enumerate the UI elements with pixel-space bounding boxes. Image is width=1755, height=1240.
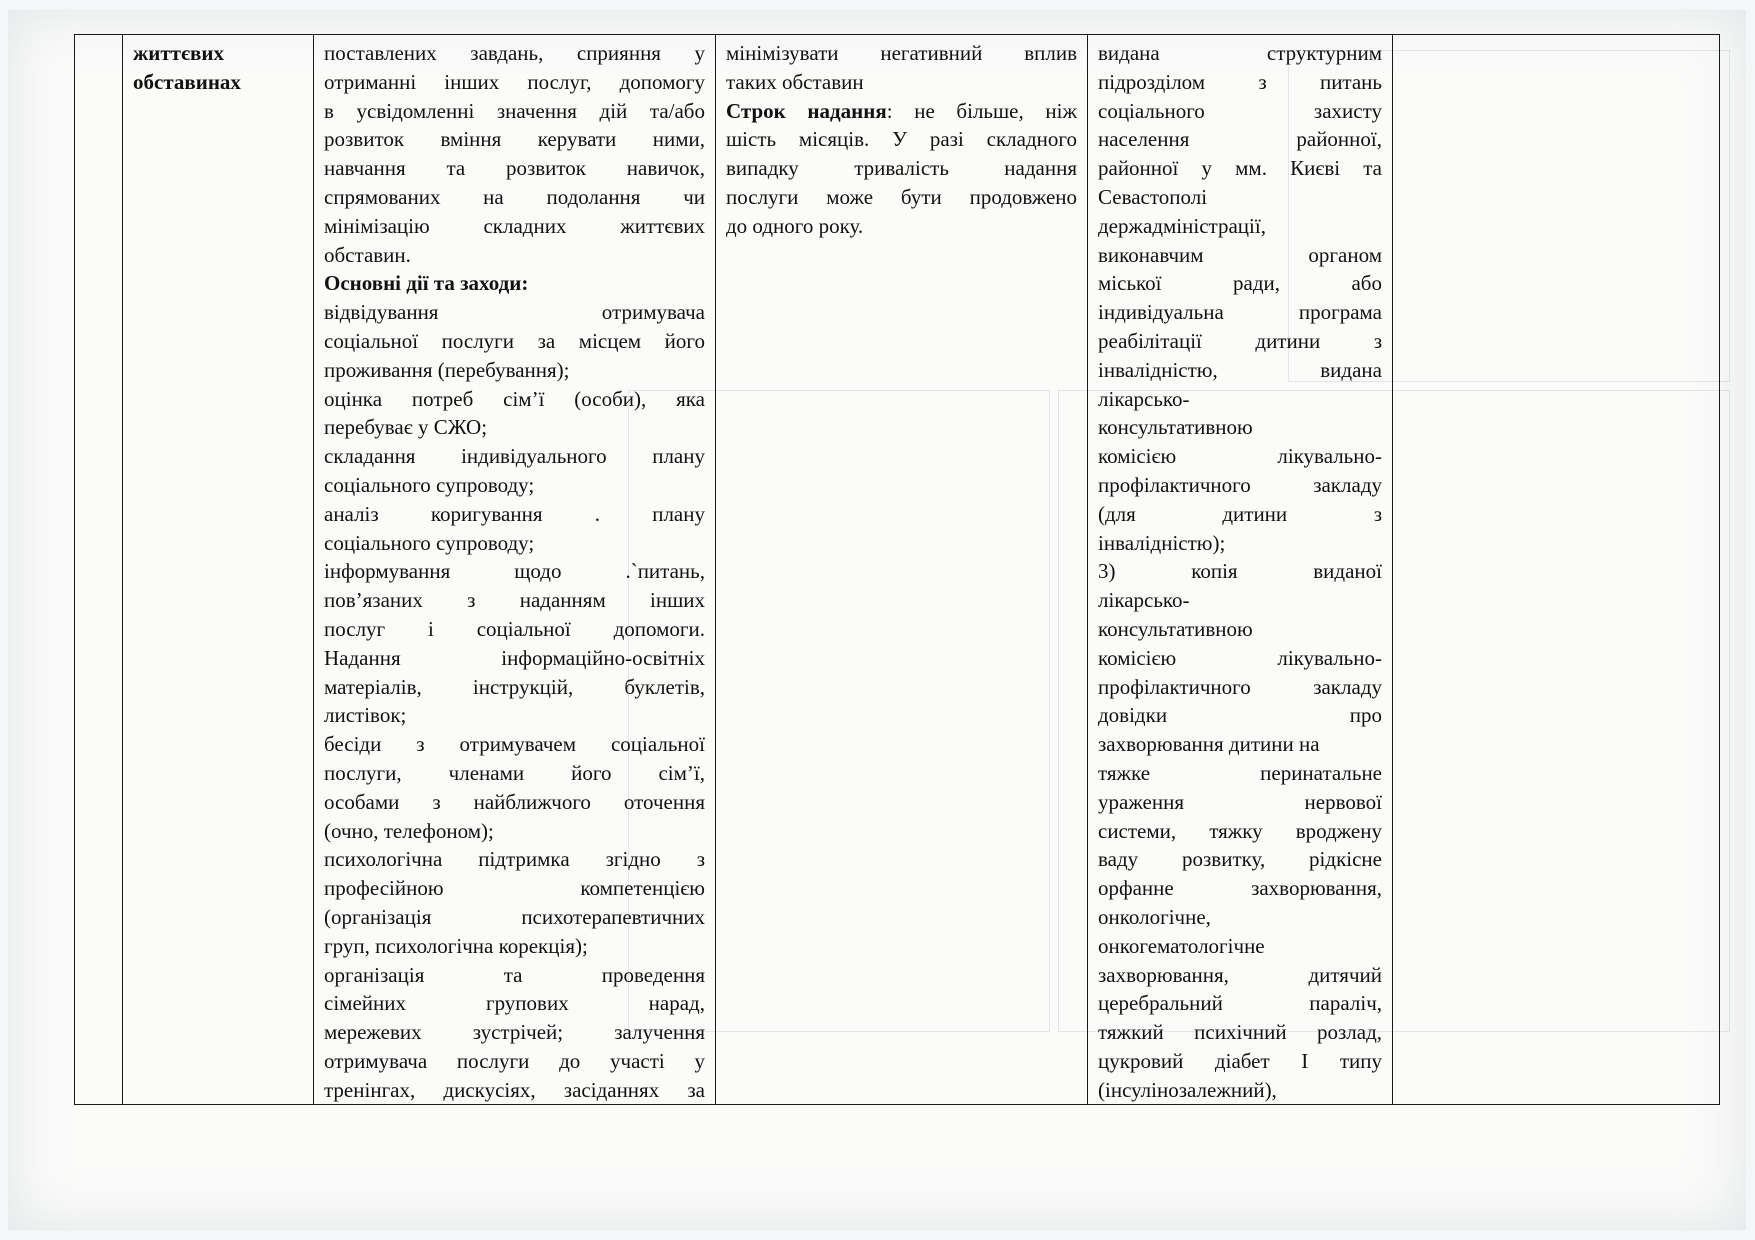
content-line: оцінка потреб сім’ї (особи), яка	[324, 386, 705, 411]
content-line: бесіди з отримувачем соціальної	[324, 732, 705, 757]
content-line: захворювання дитини на	[1098, 732, 1320, 757]
content-line: комісією лікувально-	[1098, 645, 1382, 670]
content-line: профілактичного закладу	[1098, 674, 1382, 699]
content-line: сімейних групових нарад,	[324, 991, 705, 1016]
cell-service-name	[123, 35, 314, 1105]
content-line: онкогематологічне	[1098, 933, 1265, 958]
content-line: мережевих зустрічей; залучення	[324, 1020, 705, 1045]
content-line: тренінгах, дискусіях, засіданнях за	[324, 1077, 705, 1102]
content-line: населення районної,	[1098, 127, 1382, 152]
content-line: індивідуальна програма	[1098, 300, 1382, 325]
content-line: соціальної послуги за місцем його	[324, 328, 705, 353]
content-line: (очно, телефоном);	[324, 818, 494, 843]
content-line: підрозділом з питань	[1098, 69, 1382, 94]
content-line: тяжке перинатальне	[1098, 760, 1382, 785]
content-line: захворювання, дитячий	[1098, 962, 1382, 987]
content-line: обставин.	[324, 242, 411, 267]
content-line: інформування щодо .`питань,	[324, 559, 705, 584]
content-line: аналіз коригування . плану	[324, 501, 705, 526]
content-line: організація та проведення	[324, 962, 705, 987]
cell-documents	[1088, 35, 1393, 1105]
content-line: розвиток вміння керувати ними,	[324, 127, 705, 152]
content-line: тяжкий психічний розлад,	[1098, 1020, 1382, 1045]
content-line: соціального супроводу;	[324, 472, 535, 497]
content-line: послуги, членами його сім’ї,	[324, 760, 705, 785]
actions-heading: Основні дії та заходи:	[324, 271, 529, 296]
content-line: складання індивідуального плану	[324, 444, 705, 469]
content-line: до одного року.	[726, 213, 864, 238]
content-line: реабілітації дитини з	[1098, 328, 1382, 353]
content-line: (інсулінозалежний),	[1098, 1077, 1277, 1102]
term-label: Строк надання	[726, 98, 887, 123]
content-line: (для дитини з	[1098, 501, 1382, 526]
content-line: ваду розвитку, рідкісне	[1098, 847, 1382, 872]
content-line: орфанне захворювання,	[1098, 876, 1382, 901]
content-line: видана структурним	[1098, 41, 1382, 65]
content-line: лікарсько-	[1098, 386, 1190, 411]
service-name-line: обставинах	[133, 69, 241, 94]
content-line: мінімізувати негативний вплив	[726, 41, 1077, 65]
content-line: цукровий діабет І типу	[1098, 1048, 1382, 1073]
content-line: 3) копія виданої	[1098, 559, 1382, 584]
content-line: соціального захисту	[1098, 98, 1382, 123]
content-line: консультативною	[1098, 616, 1253, 641]
term-line	[726, 97, 1077, 126]
content-line: послуг і соціальної допомоги.	[324, 616, 705, 641]
content-line: (організація психотерапевтичних	[324, 904, 705, 929]
content-line: мінімізацію складних життєвих	[324, 213, 705, 238]
content-line: інвалідністю);	[1098, 530, 1226, 555]
content-line: послуги може бути продовжено	[726, 184, 1077, 209]
content-line: довідки про	[1098, 703, 1382, 728]
content-line: професійною компетенцією	[324, 876, 705, 901]
services-table	[74, 34, 1720, 1105]
content-line: навчання та розвиток навичок,	[324, 156, 705, 181]
content-line: лікарсько-	[1098, 588, 1190, 613]
content-line: комісією лікувально-	[1098, 444, 1382, 469]
term-text: : не більше, ніж	[886, 98, 1077, 123]
content-line: держадміністрації,	[1098, 213, 1266, 238]
content-line: перебуває у СЖО;	[324, 415, 488, 440]
content-line: онкологічне,	[1098, 904, 1211, 929]
content-line: особами з найближчого оточення	[324, 789, 705, 814]
content-line: проживання (перебування);	[324, 357, 570, 382]
content-line: психологічна підтримка згідно з	[324, 847, 705, 872]
content-line: ураження нервової	[1098, 789, 1382, 814]
content-line: отриманні інших послуг, допомогу	[324, 69, 705, 94]
content-line: випадку тривалість надання	[726, 156, 1077, 181]
content-line: системи, тяжку вроджену	[1098, 818, 1382, 843]
content-line: отримувача послуги до участі у	[324, 1048, 705, 1073]
content-line: виконавчим органом	[1098, 242, 1382, 267]
cell-service-conditions	[716, 35, 1088, 1105]
content-line: профілактичного закладу	[1098, 472, 1382, 497]
content-line: консультативною	[1098, 415, 1253, 440]
content-line: шість місяців. У разі складного	[726, 127, 1077, 152]
content-line: в усвідомленні значення дій та/або	[324, 98, 705, 123]
service-name-line: життєвих	[133, 41, 224, 65]
content-line: поставлених завдань, сприяння у	[324, 41, 705, 65]
content-line: інвалідністю, видана	[1098, 357, 1382, 382]
cell-notes	[1393, 35, 1720, 1105]
cell-service-content	[314, 35, 716, 1105]
content-line: соціального супроводу;	[324, 530, 535, 555]
content-line: спрямованих на подолання чи	[324, 184, 705, 209]
content-line: пов’язаних з наданням інших	[324, 588, 705, 613]
cell-number	[75, 35, 123, 1105]
content-line: таких обставин	[726, 69, 864, 94]
content-line: міської ради, або	[1098, 271, 1382, 296]
content-line: церебральний параліч,	[1098, 991, 1382, 1016]
table-row	[75, 35, 1720, 1105]
content-line: листівок;	[324, 703, 407, 728]
content-line: Севастополі	[1098, 184, 1208, 209]
content-line: районної у мм. Києві та	[1098, 156, 1382, 181]
content-line: матеріалів, інструкцій, буклетів,	[324, 674, 705, 699]
content-line: відвідування отримувача	[324, 300, 705, 325]
content-line: Надання інформаційно-освітніх	[324, 645, 705, 670]
content-line: груп, психологічна корекція);	[324, 933, 588, 958]
